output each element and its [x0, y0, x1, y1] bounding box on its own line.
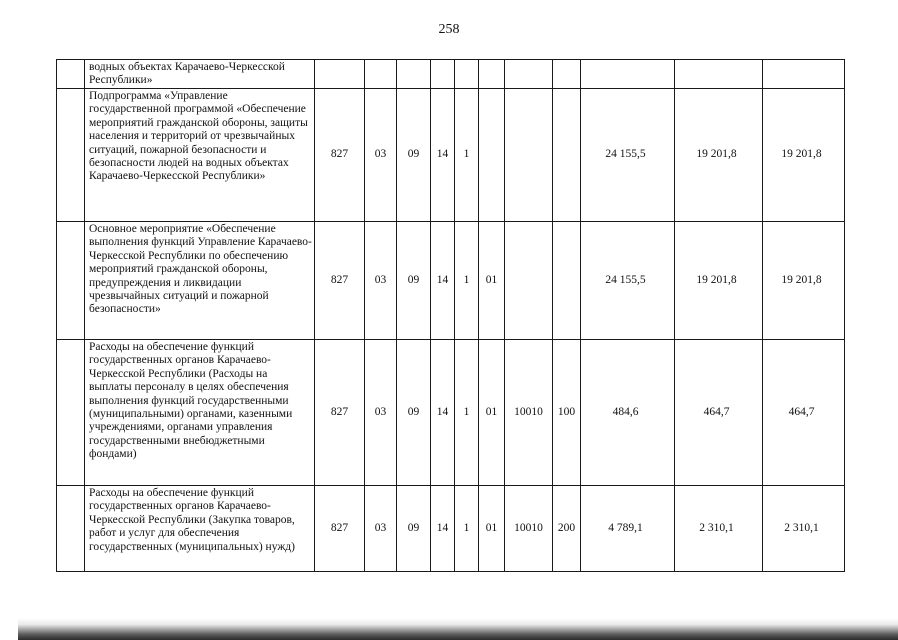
expense-type-cell — [553, 222, 581, 340]
direction-cell — [505, 89, 553, 222]
section-cell: 03 — [365, 340, 397, 486]
budget-table — [56, 59, 845, 572]
expense-type-cell — [553, 89, 581, 222]
section-cell — [365, 60, 397, 89]
direction-cell: 10010 — [505, 486, 553, 572]
sum-2-cell: 19 201,8 — [675, 222, 763, 340]
table-row — [57, 222, 845, 340]
sum-3-cell: 464,7 — [763, 340, 845, 486]
sum-1-cell: 4 789,1 — [581, 486, 675, 572]
subprogram-cell: 1 — [455, 222, 479, 340]
direction-cell: 10010 — [505, 340, 553, 486]
row-index-cell — [57, 486, 85, 572]
ministry-cell: 827 — [315, 222, 365, 340]
row-name-cell: Расходы на обеспечение функций государственных органов Карачаево-Черкесской Республики (Расходы на выплаты персоналу в целях обеспечения выполнения функций государственными (муниципальными) органами, казенными учреждениями, органами управления государственными внебюджетными фондами) — [85, 340, 315, 486]
event-cell — [479, 60, 505, 89]
subsection-cell: 09 — [397, 340, 431, 486]
scan-edge-shadow — [18, 618, 898, 640]
table-row — [57, 486, 845, 572]
table-row — [57, 89, 845, 222]
event-cell: 01 — [479, 486, 505, 572]
program-cell: 14 — [431, 486, 455, 572]
ministry-cell: 827 — [315, 89, 365, 222]
section-cell: 03 — [365, 89, 397, 222]
section-cell: 03 — [365, 486, 397, 572]
subprogram-cell: 1 — [455, 486, 479, 572]
subprogram-cell: 1 — [455, 340, 479, 486]
section-cell: 03 — [365, 222, 397, 340]
expense-type-cell: 200 — [553, 486, 581, 572]
direction-cell — [505, 60, 553, 89]
sum-2-cell — [675, 60, 763, 89]
row-name-cell: Расходы на обеспечение функций государственных органов Карачаево-Черкесской Республики (Закупка товаров, работ и услуг для обеспечения государственных (муниципальных) нужд) — [85, 486, 315, 572]
row-name-cell: водных объектах Карачаево-Черкесской Республики» — [85, 60, 315, 89]
sum-1-cell — [581, 60, 675, 89]
table-row — [57, 60, 845, 89]
row-index-cell — [57, 89, 85, 222]
program-cell — [431, 60, 455, 89]
event-cell: 01 — [479, 340, 505, 486]
sum-3-cell — [763, 60, 845, 89]
sum-1-cell: 24 155,5 — [581, 222, 675, 340]
sum-2-cell: 2 310,1 — [675, 486, 763, 572]
expense-type-cell — [553, 60, 581, 89]
subprogram-cell — [455, 60, 479, 89]
sum-3-cell: 2 310,1 — [763, 486, 845, 572]
program-cell: 14 — [431, 89, 455, 222]
program-cell: 14 — [431, 222, 455, 340]
expense-type-cell: 100 — [553, 340, 581, 486]
direction-cell — [505, 222, 553, 340]
row-name-cell: Основное мероприятие «Обеспечение выполнения функций Управление Карачаево-Черкесской Республики по обеспечению мероприятий гражданской обороны, предупреждения и ликвидации чрезвычайных ситуаций и пожарной безопасности» — [85, 222, 315, 340]
sum-3-cell: 19 201,8 — [763, 89, 845, 222]
row-name-cell: Подпрограмма «Управление государственной программой «Обеспечение мероприятий гражданской обороны, защиты населения и территорий от чрезвычайных ситуаций, пожарной безопасности и безопасности людей на водных объектах Карачаево-Черкесской Республики» — [85, 89, 315, 222]
subsection-cell: 09 — [397, 222, 431, 340]
row-index-cell — [57, 340, 85, 486]
row-index-cell — [57, 222, 85, 340]
event-cell: 01 — [479, 222, 505, 340]
subsection-cell: 09 — [397, 89, 431, 222]
ministry-cell: 827 — [315, 486, 365, 572]
sum-1-cell: 24 155,5 — [581, 89, 675, 222]
sum-1-cell: 484,6 — [581, 340, 675, 486]
ministry-cell: 827 — [315, 340, 365, 486]
event-cell — [479, 89, 505, 222]
page-number: 258 — [438, 22, 460, 37]
sum-2-cell: 464,7 — [675, 340, 763, 486]
ministry-cell — [315, 60, 365, 89]
table-row — [57, 340, 845, 486]
row-index-cell — [57, 60, 85, 89]
subprogram-cell: 1 — [455, 89, 479, 222]
sum-2-cell: 19 201,8 — [675, 89, 763, 222]
program-cell: 14 — [431, 340, 455, 486]
subsection-cell — [397, 60, 431, 89]
sum-3-cell: 19 201,8 — [763, 222, 845, 340]
subsection-cell: 09 — [397, 486, 431, 572]
